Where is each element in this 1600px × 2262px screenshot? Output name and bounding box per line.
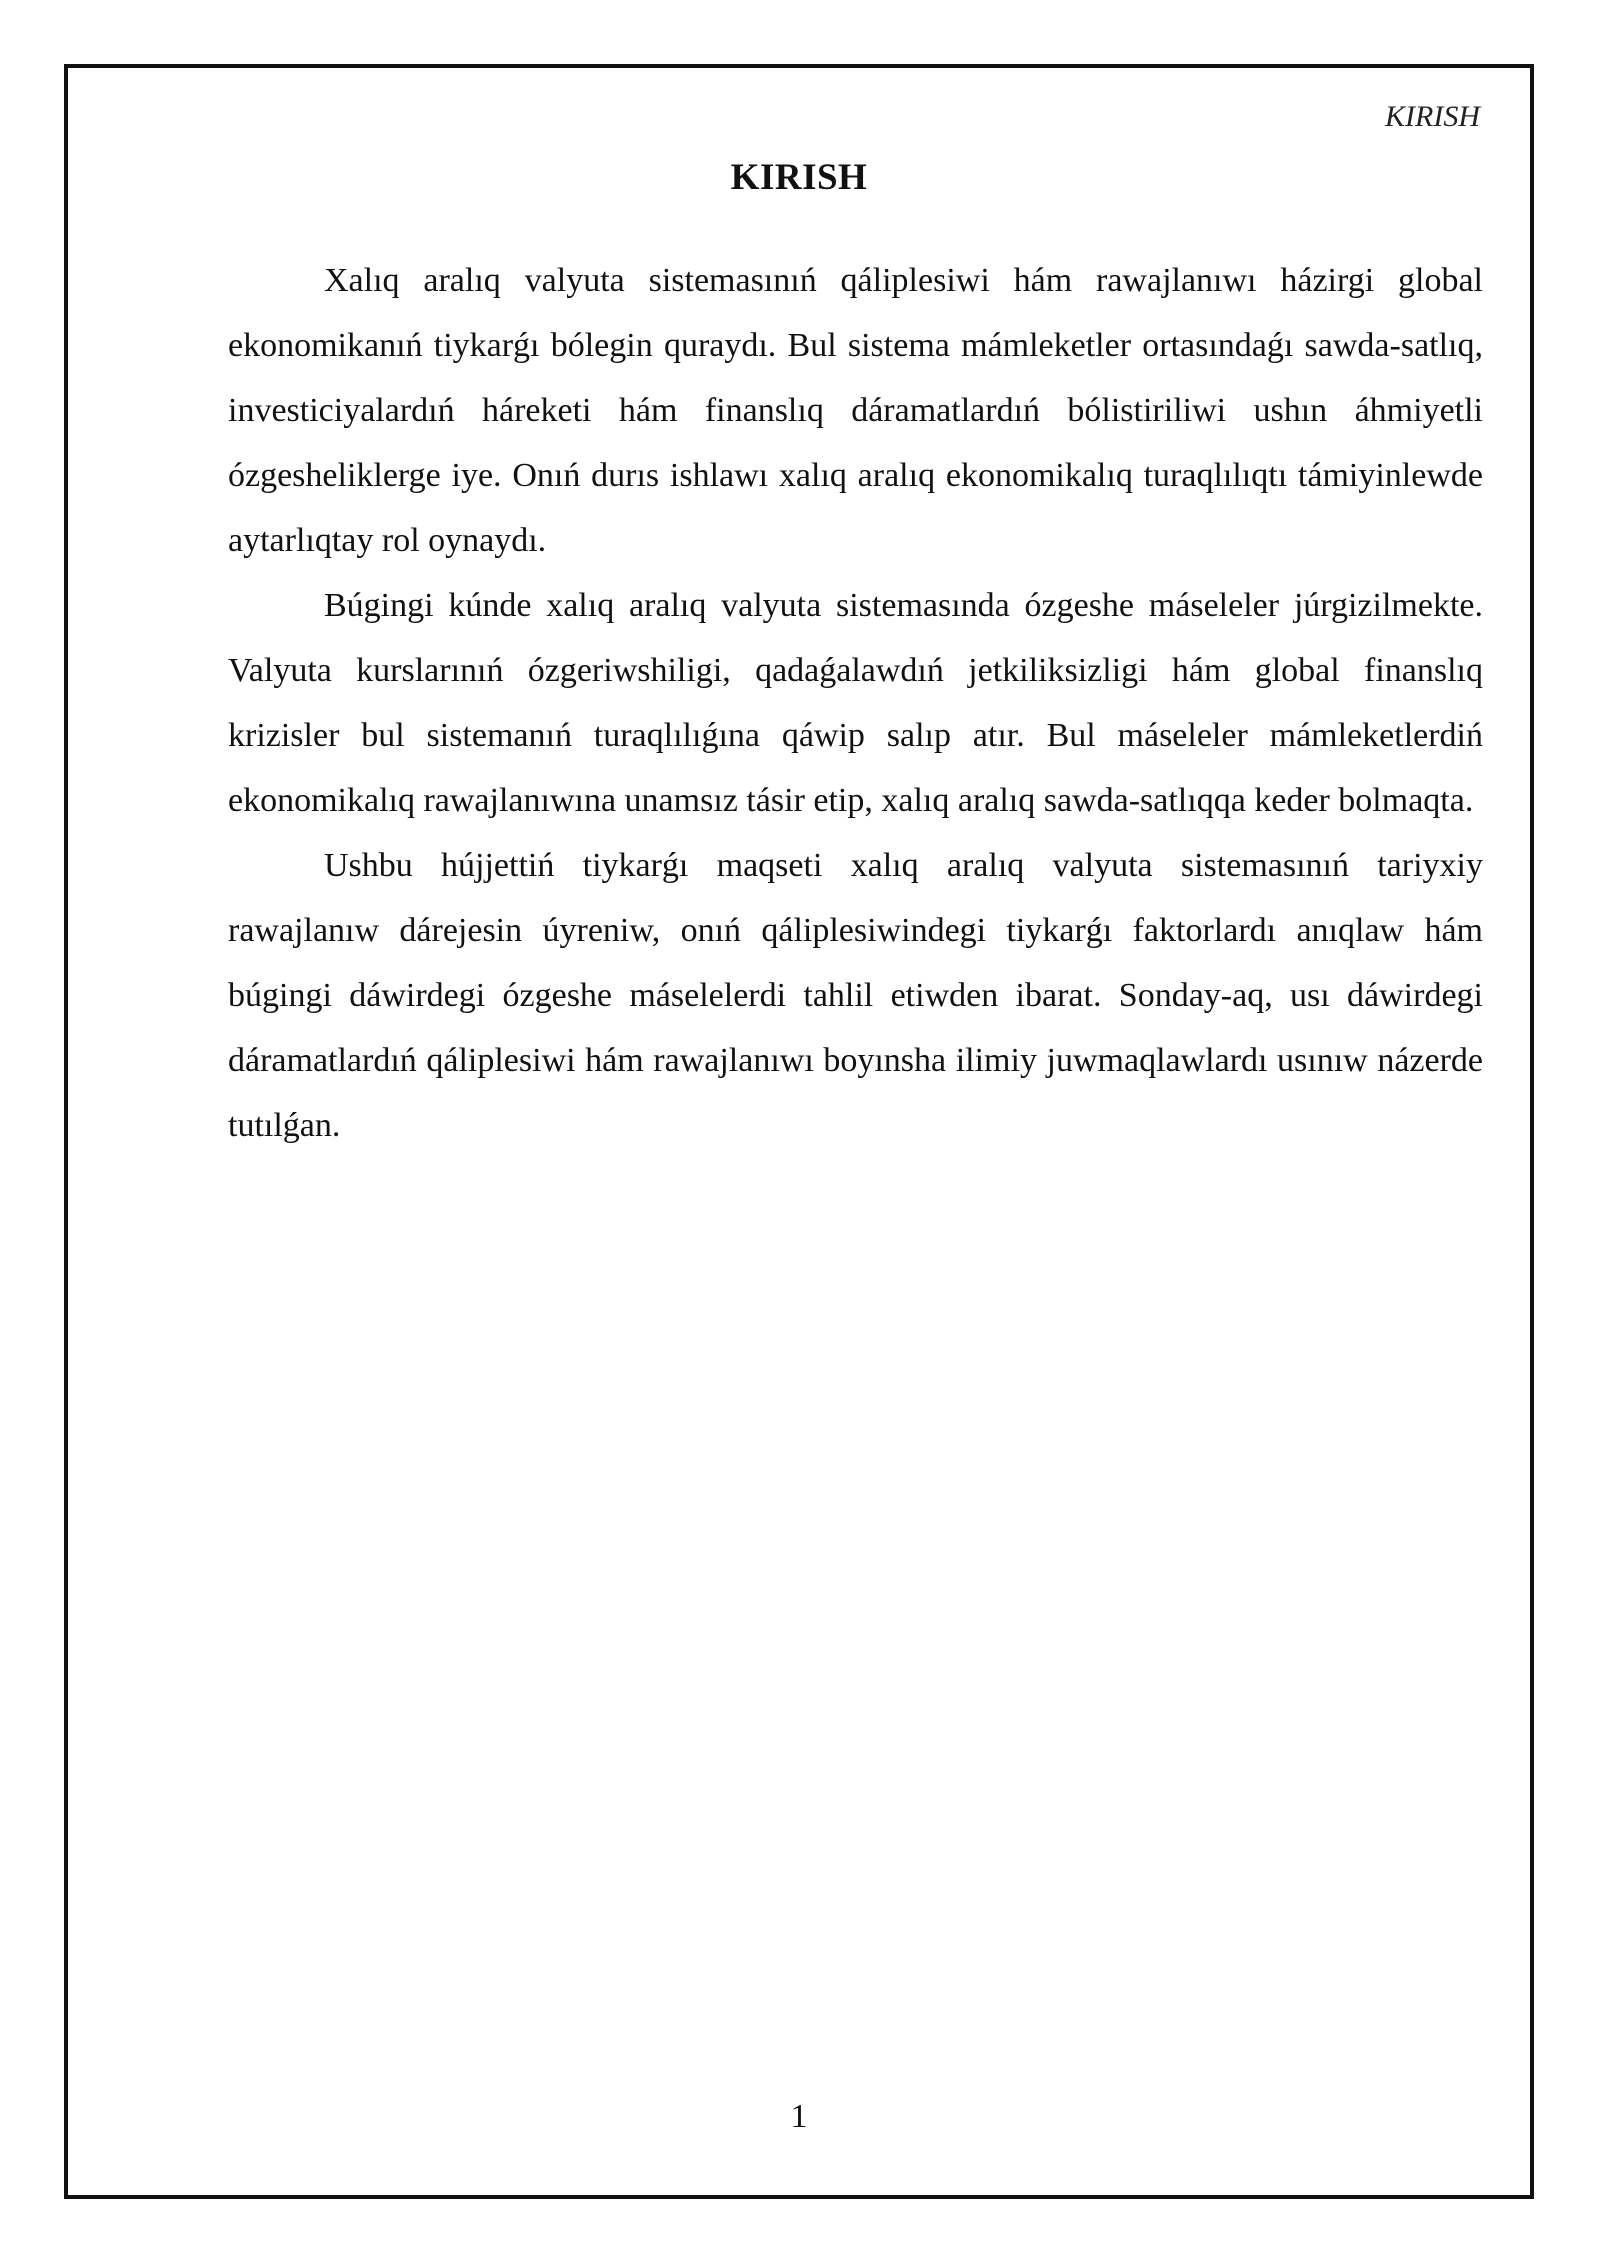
- page-border-frame: [64, 64, 1534, 2199]
- page-title: KIRISH: [730, 157, 868, 198]
- page-number: 1: [790, 2098, 808, 2135]
- paragraph-2: Búgingi kúnde xalıq aralıq valyuta sistemasında ózgeshe máseleler júrgizilmekte. Valyuta kurslarınıń ózgeriwshiligi, qadaǵalawdıń jetkiliksizligi hám global finanslıq krizisler bul sistemanıń turaqlılıǵına qáwip salıp atır. Bul máseleler mámleketlerdiń ekonomikalıq rawajlanıwına unamsız tásir etip, xalıq aralıq sawda-satlıqqa keder bolmaqta.: [228, 587, 1483, 819]
- paragraph-3: Ushbu hújjettiń tiykarǵı maqseti xalıq aralıq valyuta sistemasınıń tariyxiy rawajlanıw dárejesin úyreniw, onıń qáliplesiwindegi tiykarǵı faktorlardı anıqlaw hám búgingi dáwirdegi ózgeshe máselelerdi tahlil etiwden ibarat. Sonday-aq, usı dáwirdegi dáramatlardıń qáliplesiwi hám rawajlanıwı boyınsha ilimiy juwmaqlawlardı usınıw názerde tutılǵan.: [228, 847, 1483, 1144]
- running-header: KIRISH: [1385, 100, 1480, 133]
- paragraph-1: Xalıq aralıq valyuta sistemasınıń qáliplesiwi hám rawajlanıwı házirgi global ekonomikanıń tiykarǵı bólegin quraydı. Bul sistema mámleketler ortasındaǵı sawda-satlıq, investiciyalardıń háreketi hám finanslıq dáramatlardıń bólistiriliwi ushın áhmiyetli ózgesheliklerge iye. Onıń durıs ishlawı xalıq aralıq ekonomikalıq turaqlılıqtı támiyinlewde aytarlıqtay rol oynaydı.: [228, 262, 1483, 559]
- body-text: [228, 248, 1483, 1158]
